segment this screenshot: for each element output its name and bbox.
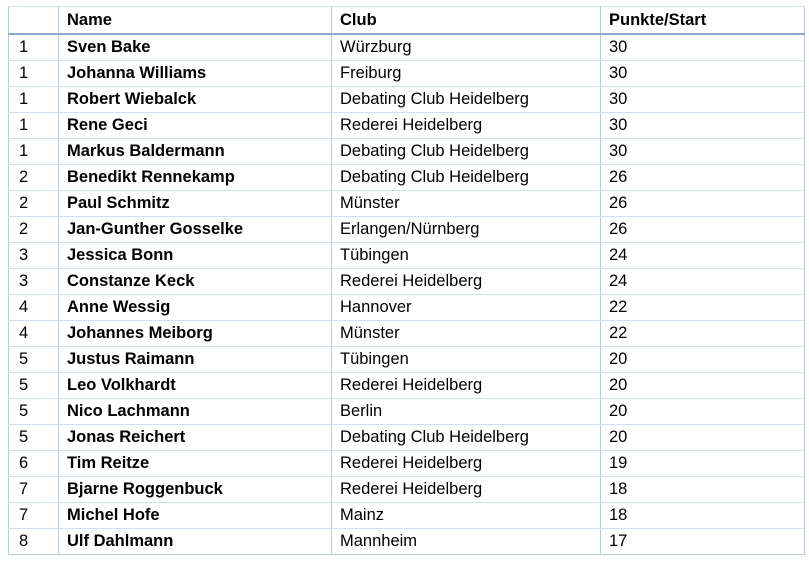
name-cell: Markus Baldermann: [59, 139, 332, 165]
points-cell: 30: [601, 34, 805, 61]
name-cell: Sven Bake: [59, 34, 332, 61]
name-cell: Tim Reitze: [59, 451, 332, 477]
table-row: [9, 191, 805, 217]
table-row: [9, 477, 805, 503]
points-cell: 20: [601, 373, 805, 399]
table-header-row: [9, 7, 805, 35]
table-row: [9, 347, 805, 373]
rank-cell: 7: [9, 503, 59, 529]
points-cell: 26: [601, 217, 805, 243]
name-cell: Johannes Meiborg: [59, 321, 332, 347]
table-row: [9, 34, 805, 61]
club-cell: Rederei Heidelberg: [332, 113, 601, 139]
table-row: [9, 503, 805, 529]
points-cell: 19: [601, 451, 805, 477]
table-row: [9, 113, 805, 139]
points-cell: 20: [601, 399, 805, 425]
club-cell: Tübingen: [332, 347, 601, 373]
table-row: [9, 269, 805, 295]
points-cell: 18: [601, 477, 805, 503]
club-cell: Rederei Heidelberg: [332, 373, 601, 399]
name-cell: Constanze Keck: [59, 269, 332, 295]
rank-cell: 5: [9, 373, 59, 399]
rank-cell: 2: [9, 191, 59, 217]
table-row: [9, 399, 805, 425]
table-row: [9, 139, 805, 165]
club-cell: Würzburg: [332, 34, 601, 61]
club-cell: Freiburg: [332, 61, 601, 87]
table-row: [9, 61, 805, 87]
points-cell: 24: [601, 243, 805, 269]
points-cell: 24: [601, 269, 805, 295]
points-cell: 20: [601, 425, 805, 451]
club-cell: Mainz: [332, 503, 601, 529]
name-cell: Jessica Bonn: [59, 243, 332, 269]
points-cell: 30: [601, 113, 805, 139]
club-cell: Münster: [332, 191, 601, 217]
points-cell: 30: [601, 139, 805, 165]
rank-cell: 1: [9, 87, 59, 113]
club-cell: Berlin: [332, 399, 601, 425]
club-cell: Erlangen/Nürnberg: [332, 217, 601, 243]
table-row: [9, 87, 805, 113]
name-cell: Bjarne Roggenbuck: [59, 477, 332, 503]
rank-cell: 1: [9, 139, 59, 165]
column-header-rank: [9, 7, 59, 35]
table-row: [9, 529, 805, 555]
club-cell: Münster: [332, 321, 601, 347]
rank-cell: 2: [9, 217, 59, 243]
name-cell: Anne Wessig: [59, 295, 332, 321]
club-cell: Mannheim: [332, 529, 601, 555]
club-cell: Rederei Heidelberg: [332, 269, 601, 295]
name-cell: Ulf Dahlmann: [59, 529, 332, 555]
club-cell: Rederei Heidelberg: [332, 451, 601, 477]
rank-cell: 4: [9, 295, 59, 321]
name-cell: Jan-Gunther Gosselke: [59, 217, 332, 243]
points-cell: 22: [601, 295, 805, 321]
rank-cell: 1: [9, 61, 59, 87]
column-header-points: Punkte/Start: [601, 7, 805, 35]
table-row: [9, 165, 805, 191]
club-cell: Debating Club Heidelberg: [332, 139, 601, 165]
points-cell: 18: [601, 503, 805, 529]
club-cell: Debating Club Heidelberg: [332, 165, 601, 191]
table-row: [9, 295, 805, 321]
points-cell: 30: [601, 61, 805, 87]
name-cell: Leo Volkhardt: [59, 373, 332, 399]
table-body: [9, 34, 805, 555]
points-cell: 22: [601, 321, 805, 347]
name-cell: Justus Raimann: [59, 347, 332, 373]
rank-cell: 6: [9, 451, 59, 477]
rank-cell: 4: [9, 321, 59, 347]
points-cell: 17: [601, 529, 805, 555]
name-cell: Paul Schmitz: [59, 191, 332, 217]
points-cell: 26: [601, 191, 805, 217]
points-cell: 26: [601, 165, 805, 191]
table-row: [9, 425, 805, 451]
name-cell: Johanna Williams: [59, 61, 332, 87]
rank-cell: 1: [9, 34, 59, 61]
rank-cell: 3: [9, 243, 59, 269]
column-header-name: Name: [59, 7, 332, 35]
rank-cell: 5: [9, 399, 59, 425]
club-cell: Debating Club Heidelberg: [332, 425, 601, 451]
ranking-table: [8, 6, 805, 555]
points-cell: 30: [601, 87, 805, 113]
table-row: [9, 451, 805, 477]
name-cell: Nico Lachmann: [59, 399, 332, 425]
name-cell: Benedikt Rennekamp: [59, 165, 332, 191]
name-cell: Jonas Reichert: [59, 425, 332, 451]
rank-cell: 5: [9, 347, 59, 373]
rank-cell: 5: [9, 425, 59, 451]
points-cell: 20: [601, 347, 805, 373]
rank-cell: 7: [9, 477, 59, 503]
rank-cell: 2: [9, 165, 59, 191]
table-row: [9, 217, 805, 243]
name-cell: Robert Wiebalck: [59, 87, 332, 113]
club-cell: Tübingen: [332, 243, 601, 269]
club-cell: Debating Club Heidelberg: [332, 87, 601, 113]
rank-cell: 3: [9, 269, 59, 295]
name-cell: Michel Hofe: [59, 503, 332, 529]
club-cell: Hannover: [332, 295, 601, 321]
table-row: [9, 243, 805, 269]
table-row: [9, 321, 805, 347]
table-row: [9, 373, 805, 399]
name-cell: Rene Geci: [59, 113, 332, 139]
rank-cell: 8: [9, 529, 59, 555]
column-header-club: Club: [332, 7, 601, 35]
rank-cell: 1: [9, 113, 59, 139]
club-cell: Rederei Heidelberg: [332, 477, 601, 503]
